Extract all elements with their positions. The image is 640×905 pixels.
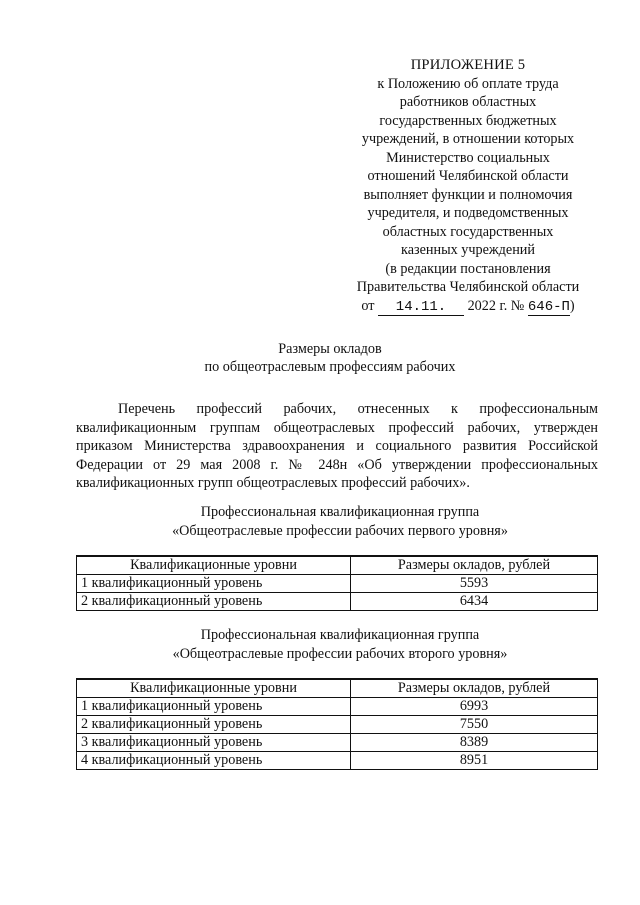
group-title-line: Профессиональная квалификационная группа [200,627,480,643]
level-cell: 3 квалификационный уровень [77,734,351,752]
appendix-title: ПРИЛОЖЕНИЕ 5 [410,57,526,73]
salary-cell: 8389 [351,734,598,752]
salary-table-group-2 [76,678,598,770]
intro-paragraph: Перечень профессий рабочих, отнесенных к профессиональным квалификационным группам общеотраслевых профессий рабочих, утвержден приказом Министерства здравоохранения и социального развития Российской Федерации от 29 мая 2008 г. № 248н «Об утверждении профессиональных квалификационных групп общеотраслевых профессий рабочих». [76,401,598,491]
level-cell: 4 квалификационный уровень [77,752,351,770]
date-prefix: от [361,297,375,314]
salary-cell: 6993 [351,698,598,716]
group-title-line: «Общеотраслевые профессии рабочих первого уровня» [172,522,508,539]
salary-cell: 5593 [351,575,598,593]
appendix-line: работников областных [399,94,537,110]
decree-date-line [330,297,606,316]
table-row [77,593,598,611]
appendix-line: государственных бюджетных [379,112,557,129]
number-field [528,298,570,316]
table-row [77,716,598,734]
table-row [77,698,598,716]
close-paren: ) [569,297,575,314]
appendix-line: отношений Челябинской области [367,168,569,184]
column-header-levels: Квалификационные уровни [77,556,351,575]
appendix-line: Правительства Челябинской области [356,279,580,295]
group-title-line: «Общеотраслевые профессии рабочих второго уровня» [172,645,508,662]
date-value: 14.11. [395,298,447,315]
appendix-header [330,56,606,316]
appendix-line: к Положению об оплате труда [377,75,559,92]
appendix-line: областных государственных [382,223,554,240]
heading-line-2: по общеотраслевым профессиям рабочих [204,359,456,375]
table-header-row [77,556,598,575]
appendix-line: учреждений, в отношении которых [361,131,575,147]
table-row [77,734,598,752]
column-header-levels: Квалификационные уровни [77,679,351,698]
date-field [378,298,464,316]
column-header-salary: Размеры окладов, рублей [351,679,598,698]
appendix-line: казенных учреждений [401,242,535,258]
salary-table-group-1 [76,555,598,611]
level-cell: 2 квалификационный уровень [77,593,351,611]
appendix-line: (в редакции постановления [385,260,551,277]
table-row [77,752,598,770]
salary-cell: 6434 [351,593,598,611]
number-value: 646-П [527,298,570,315]
heading-line-1: Размеры окладов [278,341,382,357]
appendix-line: выполняет функции и полномочия [363,186,573,203]
level-cell: 2 квалификационный уровень [77,716,351,734]
table-header-row [77,679,598,698]
appendix-line: Министерство социальных [386,149,550,166]
year-text: 2022 г. № [467,297,525,314]
group-2-title [60,626,620,663]
salary-cell: 8951 [351,752,598,770]
appendix-line: учредителя, и подведомственных [367,205,569,221]
level-cell: 1 квалификационный уровень [77,575,351,593]
table-row [77,575,598,593]
column-header-salary: Размеры окладов, рублей [351,556,598,575]
level-cell: 1 квалификационный уровень [77,698,351,716]
group-1-title [60,503,620,540]
salary-cell: 7550 [351,716,598,734]
group-title-line: Профессиональная квалификационная группа [200,504,480,520]
document-heading [60,340,600,376]
